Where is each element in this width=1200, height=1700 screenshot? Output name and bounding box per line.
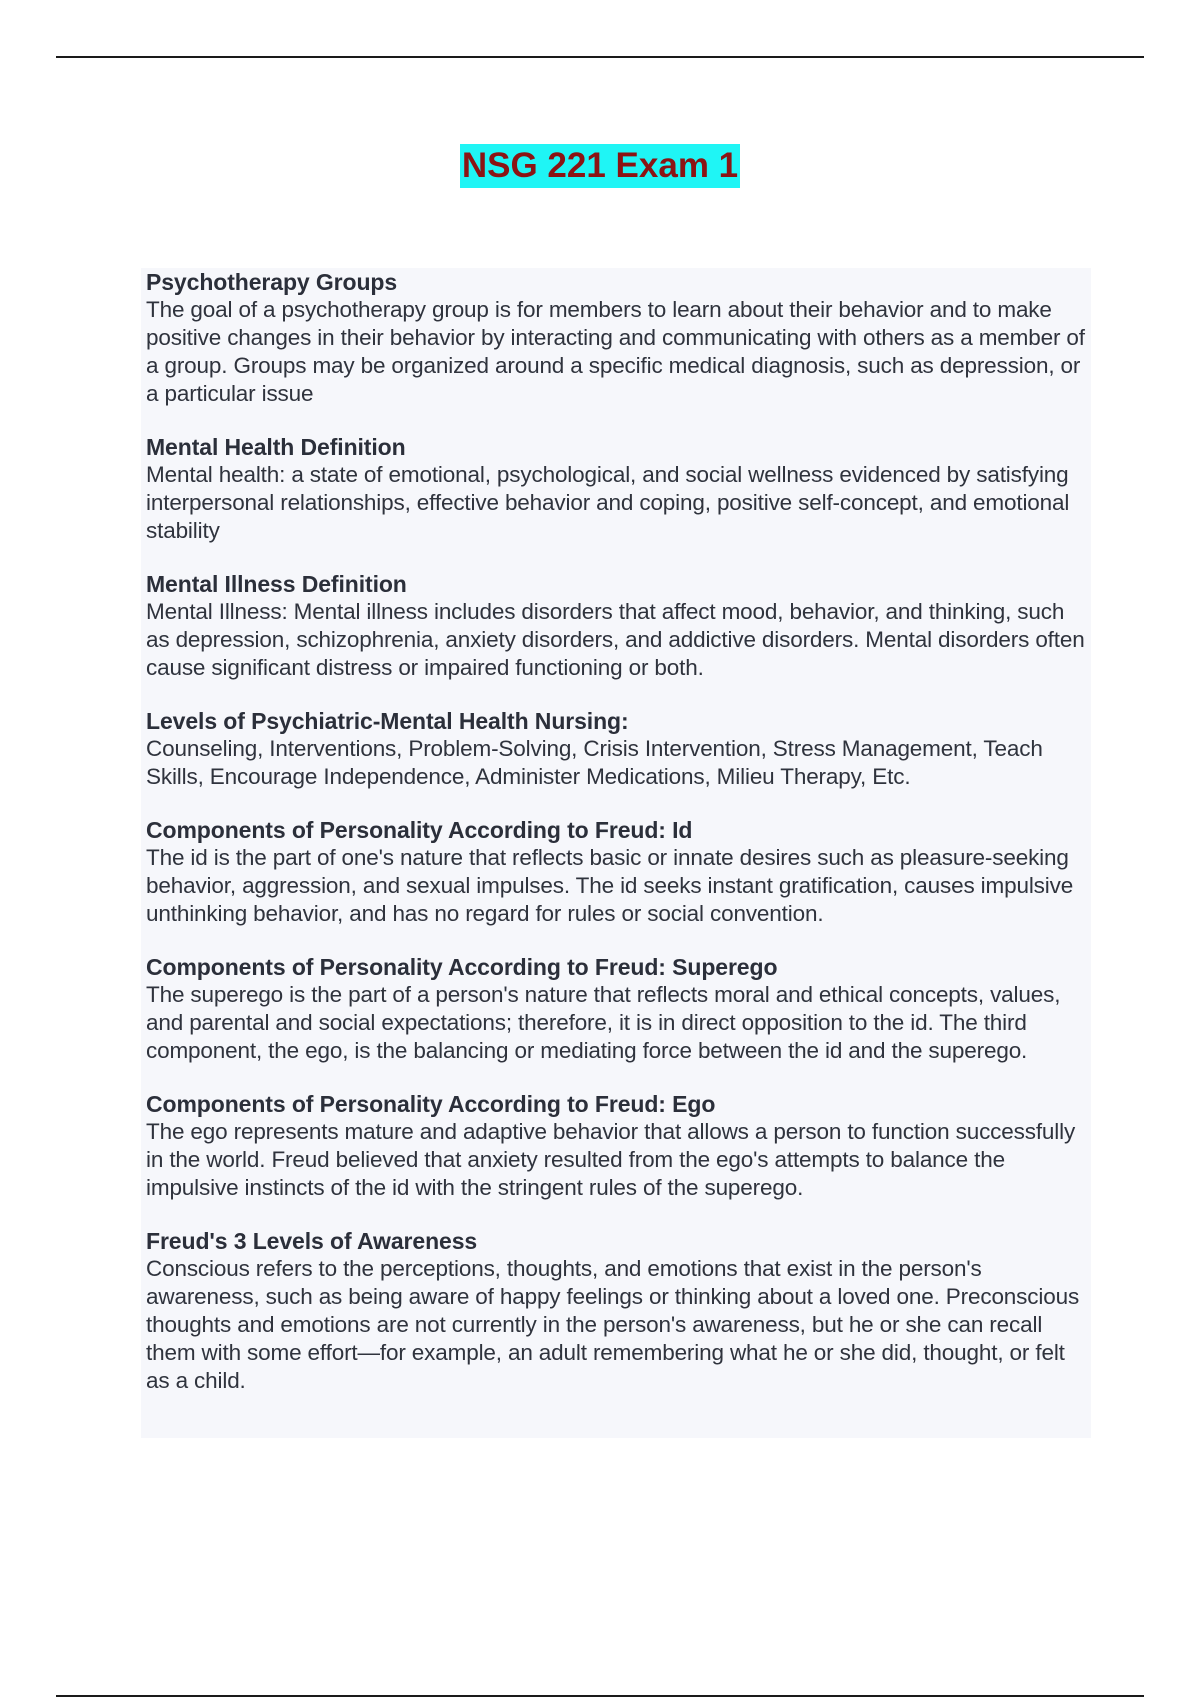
section-freud-ego [146,1090,1091,1202]
section-body: The ego represents mature and adaptive behavior that allows a person to function successfully in the world. Freud believed that anxiety resulted from the ego's attempts to balance the impulsive instincts of the id with the stringent rules of the superego. [146,1119,1076,1200]
section-heading: Mental Illness Definition [146,571,407,597]
section-body: Counseling, Interventions, Problem-Solving, Crisis Intervention, Stress Management, Teach Skills, Encourage Independence, Administer Medications, Milieu Therapy, Etc. [146,736,1043,789]
section-heading: Freud's 3 Levels of Awareness [146,1228,478,1254]
section-heading: Components of Personality According to Freud: Superego [146,954,778,980]
content-panel [141,268,1091,1438]
section-freud-superego [146,953,1091,1065]
section-heading: Mental Health Definition [146,434,406,460]
bottom-rule [56,1695,1144,1697]
section-heading: Psychotherapy Groups [146,269,398,295]
page-title: NSG 221 Exam 1 [460,144,740,188]
section-body: The goal of a psychotherapy group is for members to learn about their behavior and to make positive changes in their behavior by interacting and communicating with others as a member of a group. Groups may be organized around a specific medical diagnosis, such as depression, or a particular issue [146,297,1085,406]
section-body: Mental Illness: Mental illness includes disorders that affect mood, behavior, and thinking, such as depression, schizophrenia, anxiety disorders, and addictive disorders. Mental disorders often cause significant distress or impaired functioning or both. [146,599,1085,680]
section-heading: Components of Personality According to Freud: Id [146,817,693,843]
section-body: The superego is the part of a person's nature that reflects moral and ethical concepts, values, and parental and social expectations; therefore, it is in direct opposition to the id. The third component, the ego, is the balancing or mediating force between the id and the superego. [146,982,1061,1063]
section-mental-illness-definition [146,570,1091,682]
section-body: Mental health: a state of emotional, psychological, and social wellness evidenced by satisfying interpersonal relationships, effective behavior and coping, positive self-concept, and emotional stability [146,462,1070,543]
section-freud-id [146,816,1091,928]
section-heading: Levels of Psychiatric-Mental Health Nursing: [146,708,629,734]
section-mental-health-definition [146,433,1091,545]
section-psychotherapy-groups [146,268,1091,408]
top-rule [56,56,1144,58]
title-container [0,144,1200,188]
section-levels-of-awareness [146,1227,1091,1395]
section-body: Conscious refers to the perceptions, thoughts, and emotions that exist in the person's awareness, such as being aware of happy feelings or thinking about a loved one. Preconscious thoughts and emotions are not currently in the person's awareness, but he or she can recall them with some effort—for example, an adult remembering what he or she did, thought, or felt as a child. [146,1256,1080,1393]
section-levels-of-nursing [146,707,1091,791]
section-body: The id is the part of one's nature that reflects basic or innate desires such as pleasure-seeking behavior, aggression, and sexual impulses. The id seeks instant gratification, causes impulsive unthinking behavior, and has no regard for rules or social convention. [146,845,1074,926]
section-heading: Components of Personality According to Freud: Ego [146,1091,716,1117]
